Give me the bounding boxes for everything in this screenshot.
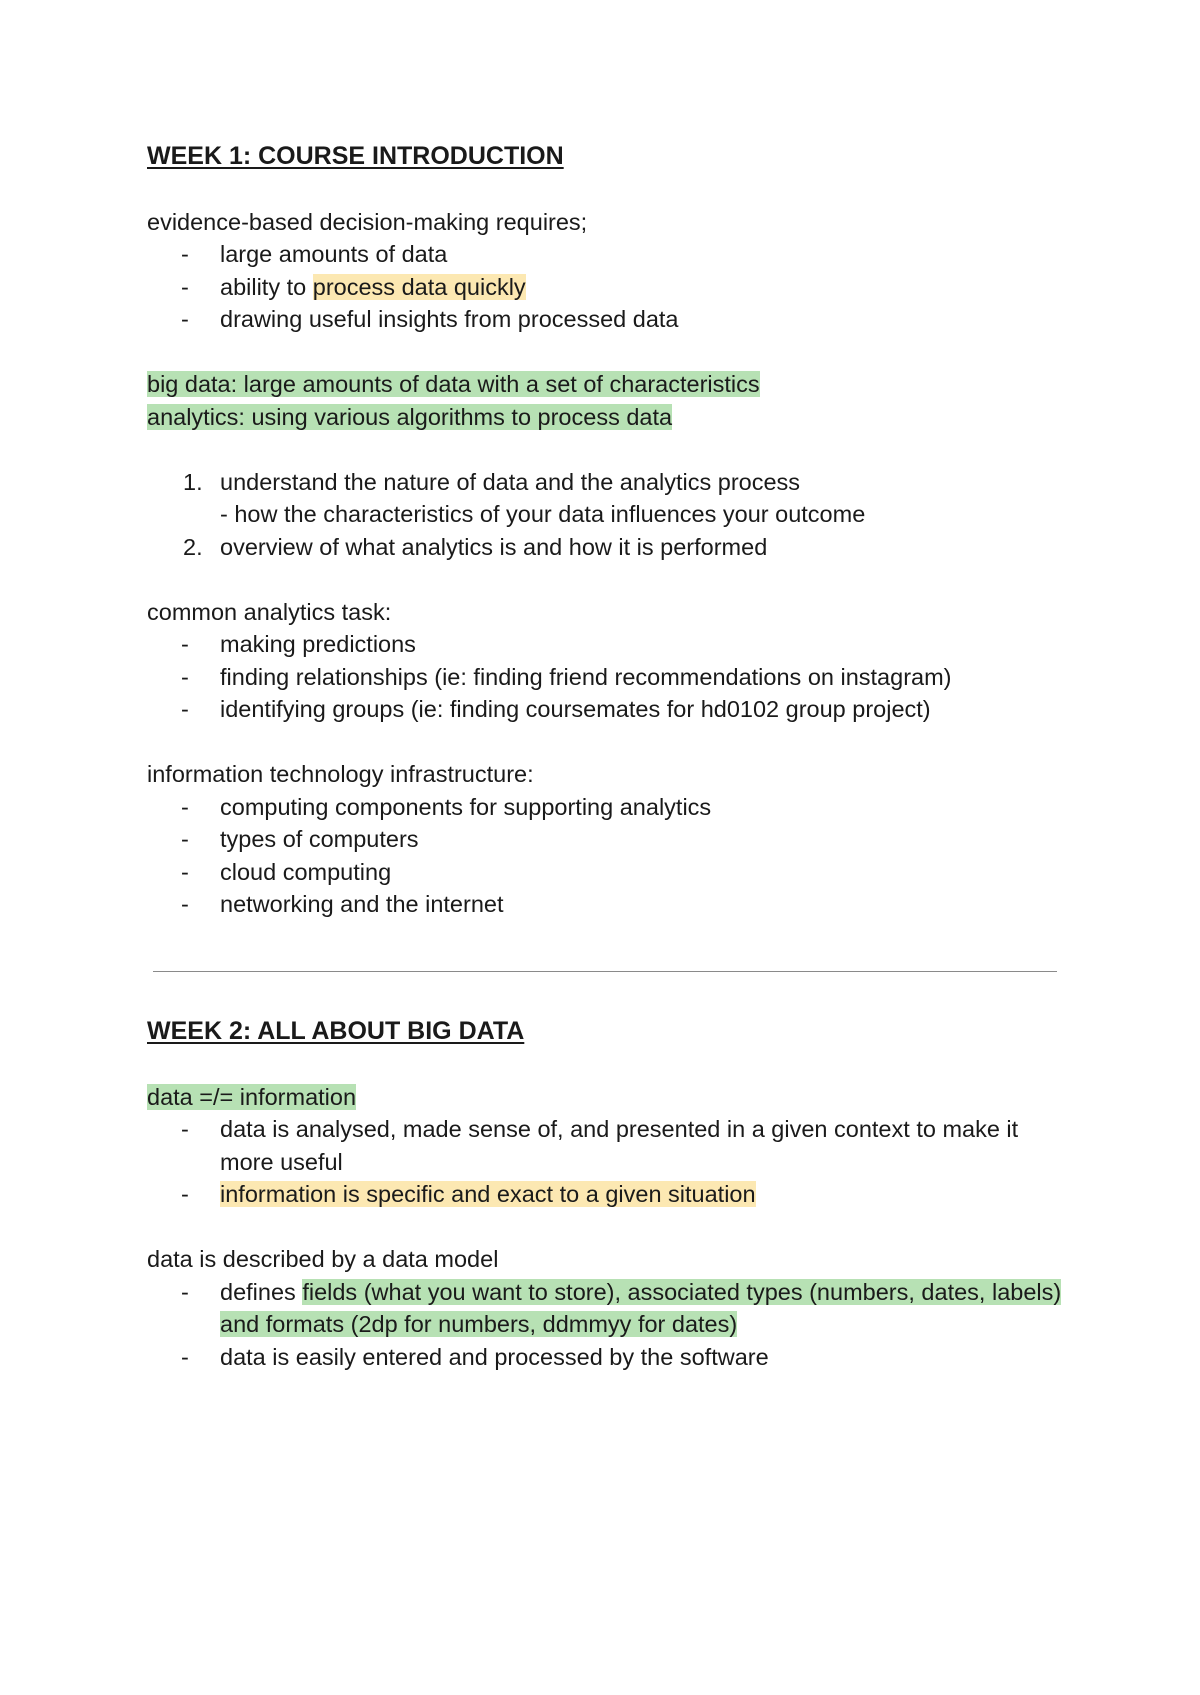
model-intro: data is described by a data model bbox=[147, 1246, 499, 1272]
list-item bbox=[147, 1113, 1067, 1178]
list-item bbox=[147, 271, 1067, 304]
list-item-text: networking and the internet bbox=[220, 891, 504, 917]
bullet-dash: - bbox=[181, 858, 189, 885]
list-item-text: overview of what analytics is and how it is performed bbox=[220, 533, 768, 560]
highlighted-text: analytics: using various algorithms to process data bbox=[147, 403, 673, 430]
list-item-text: identifying groups (ie: finding coursemates for hd0102 group project) bbox=[220, 696, 931, 722]
bullet-dash: - bbox=[181, 663, 189, 690]
list-item-text: defines bbox=[220, 1278, 303, 1305]
list-item-text: drawing useful insights from processed data bbox=[220, 306, 679, 332]
list-item-text: large amounts of data bbox=[220, 241, 448, 267]
list-item bbox=[147, 1341, 1067, 1374]
bullet-dash: - bbox=[181, 1181, 189, 1207]
tasks-intro: common analytics task: bbox=[147, 598, 392, 625]
list-item bbox=[147, 1178, 1067, 1211]
list-item-text: data is easily entered and processed by the software bbox=[220, 1343, 769, 1370]
highlighted-text: process data quickly bbox=[312, 273, 526, 300]
week2-title: WEEK 2: ALL ABOUT BIG DATA bbox=[147, 1017, 525, 1045]
list-item bbox=[147, 791, 1067, 824]
spacer bbox=[147, 173, 1067, 206]
bullet-dash: - bbox=[181, 696, 189, 722]
list-item bbox=[147, 661, 1067, 694]
spacer bbox=[147, 336, 1067, 369]
bullet-dash: - bbox=[181, 891, 189, 917]
list-item-text: cloud computing bbox=[220, 858, 392, 885]
bullet-dash: - bbox=[181, 1343, 189, 1370]
list-item bbox=[147, 856, 1067, 889]
numbered-item bbox=[147, 531, 1067, 564]
bullet-dash: - bbox=[181, 1278, 189, 1305]
highlighted-text: data =/= information bbox=[147, 1083, 357, 1110]
spacer bbox=[147, 1048, 1067, 1081]
data-info-intro bbox=[147, 1081, 1067, 1114]
list-item-text: finding relationships (ie: finding friend recommendations on instagram) bbox=[220, 663, 952, 690]
list-number: 2. bbox=[183, 533, 203, 560]
list-item-text: data is analysed, made sense of, and presented in a given context to make it more useful bbox=[220, 1116, 1019, 1175]
list-number: 1. bbox=[183, 468, 203, 495]
numbered-item bbox=[147, 466, 1067, 499]
highlighted-text: fields (what you want to store), associated types (numbers, dates, labels) and formats (2dp for numbers, ddmmyy for dates) bbox=[220, 1278, 1062, 1337]
list-item bbox=[147, 628, 1067, 661]
bullet-dash: - bbox=[181, 1116, 189, 1142]
spacer bbox=[147, 563, 1067, 596]
bullet-dash: - bbox=[181, 241, 189, 267]
list-item bbox=[147, 238, 1067, 271]
list-item bbox=[147, 693, 1067, 726]
definition-big-data bbox=[147, 368, 1067, 401]
week1-title: WEEK 1: COURSE INTRODUCTION bbox=[147, 142, 564, 170]
week2-section bbox=[147, 1015, 1067, 1373]
spacer bbox=[147, 433, 1067, 466]
numbered-subitem bbox=[147, 498, 1067, 531]
section-divider bbox=[153, 971, 1057, 972]
list-item bbox=[147, 823, 1067, 856]
list-item-text: types of computers bbox=[220, 826, 419, 852]
bullet-dash: - bbox=[181, 631, 189, 657]
definition-analytics bbox=[147, 401, 1067, 434]
bullet-dash: - bbox=[181, 273, 189, 300]
week1-section bbox=[147, 140, 1067, 921]
list-item bbox=[147, 303, 1067, 336]
list-item-text: computing components for supporting analytics bbox=[220, 793, 712, 820]
highlighted-text: information is specific and exact to a given situation bbox=[220, 1181, 756, 1207]
list-item-text: making predictions bbox=[220, 631, 416, 657]
list-item-text: understand the nature of data and the analytics process bbox=[220, 468, 801, 495]
list-item-text: ability to bbox=[220, 273, 313, 300]
list-item-text: - how the characteristics of your data influences your outcome bbox=[220, 501, 866, 527]
bullet-dash: - bbox=[181, 306, 189, 332]
list-item bbox=[147, 1276, 1067, 1341]
spacer bbox=[147, 1211, 1067, 1244]
highlighted-text: big data: large amounts of data with a set of characteristics bbox=[147, 371, 760, 397]
infra-intro: information technology infrastructure: bbox=[147, 761, 534, 787]
bullet-dash: - bbox=[181, 826, 189, 852]
spacer bbox=[147, 726, 1067, 759]
list-item bbox=[147, 888, 1067, 921]
decision-intro: evidence-based decision-making requires; bbox=[147, 208, 588, 235]
bullet-dash: - bbox=[181, 793, 189, 820]
